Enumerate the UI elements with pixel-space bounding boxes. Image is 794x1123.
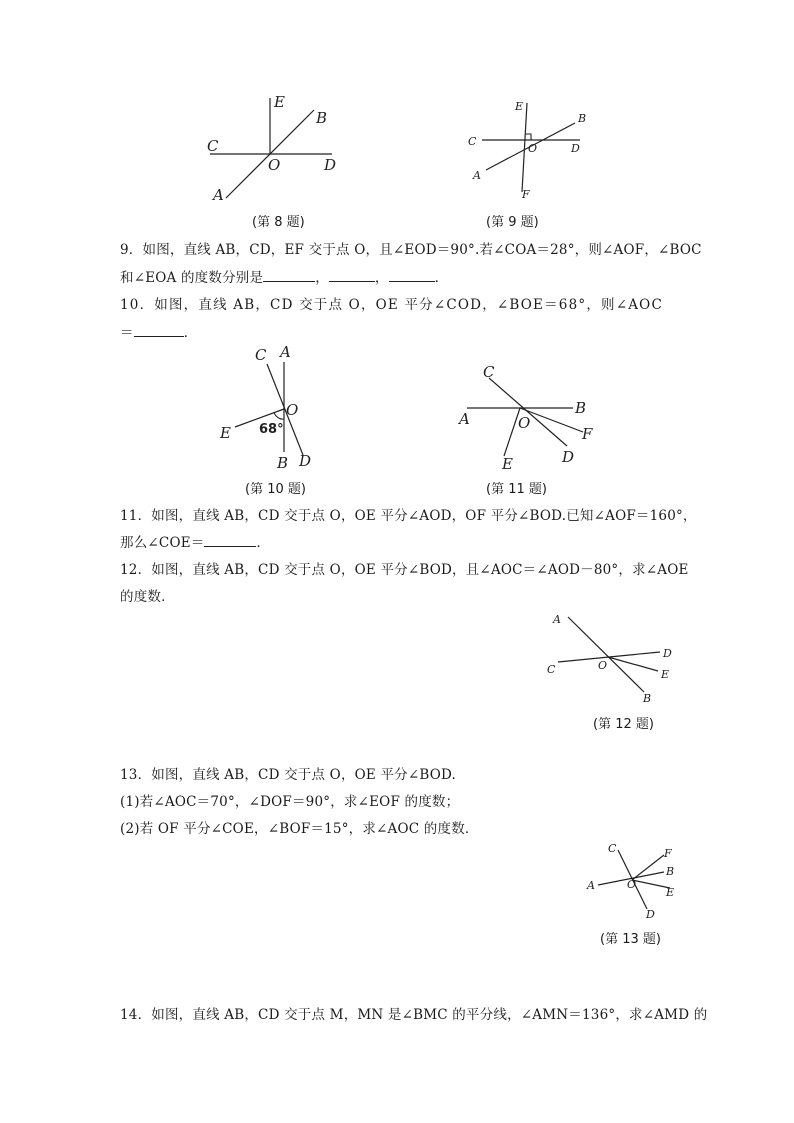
fig10-label-a: A: [280, 343, 291, 361]
fig11-label-a: A: [459, 410, 470, 428]
figure-8-caption: (第 8 题): [252, 215, 305, 230]
separator: ，: [315, 270, 329, 286]
figure-11-caption: (第 11 题): [486, 482, 547, 497]
fig11-label-o: O: [518, 414, 531, 432]
answer-blank-coe[interactable]: [204, 534, 256, 547]
period: ．: [256, 535, 271, 551]
problem-12-line-2: 的度数．: [120, 589, 175, 605]
problem-10-line-2: [120, 321, 197, 341]
fig11-label-c: C: [483, 363, 495, 381]
figure-13-diagram: [580, 838, 690, 923]
fig13-label-o: O: [627, 878, 637, 891]
fig13-label-a: A: [587, 879, 595, 892]
separator: ，: [374, 270, 389, 286]
fig9-label-a: A: [473, 169, 481, 182]
fig8-label-c: C: [207, 137, 219, 155]
problem-13-line-2: (1)若∠AOC＝70°，∠DOF＝90°，求∠EOF 的度数；: [120, 794, 460, 810]
angle-68-label: 68°: [259, 422, 284, 437]
fig8-label-b: B: [316, 109, 328, 127]
fig10-label-b: B: [277, 454, 289, 472]
fig12-label-e: E: [661, 668, 670, 681]
problem-14-line-1: 14．如图，直线 AB，CD 交于点 M，MN 是∠BMC 的平分线，∠AMN＝136°，求∠AMD 的: [120, 1007, 708, 1023]
answer-blank-boc[interactable]: [329, 269, 375, 282]
figure-12-caption: (第 12 题): [593, 717, 654, 732]
problem-10-prefix: ＝: [120, 325, 134, 341]
fig12-label-c: C: [547, 663, 556, 676]
fig8-label-o: O: [268, 156, 281, 174]
problem-13-line-1: 13．如图，直线 AB，CD 交于点 O，OE 平分∠BOD.: [120, 767, 457, 783]
fig11-label-e: E: [502, 455, 513, 473]
problem-12-line-1: 12．如图，直线 AB，CD 交于点 O，OE 平分∠BOD，且∠AOC＝∠AOD－80°，求∠AOE: [120, 562, 689, 578]
fig12-label-o: O: [598, 659, 608, 672]
fig8-label-d: D: [324, 156, 337, 174]
fig10-label-d: D: [299, 452, 312, 470]
fig8-label-a: A: [213, 186, 224, 204]
fig13-label-c: C: [608, 842, 617, 855]
figure-10-diagram: [215, 340, 325, 475]
figure-12-diagram: [540, 605, 685, 705]
figure-9-diagram: [460, 95, 600, 205]
figure-13: [580, 838, 690, 923]
problem-9-prefix: 和∠EOA 的度数分别是: [120, 270, 264, 286]
figure-11-diagram: [455, 360, 605, 475]
fig9-label-c: C: [468, 135, 477, 148]
answer-blank-aof[interactable]: [263, 269, 315, 282]
fig9-label-f: F: [522, 188, 530, 201]
fig12-label-b: B: [643, 692, 652, 705]
figure-8-diagram: [200, 90, 350, 210]
figure-9-caption: (第 9 题): [486, 215, 539, 230]
fig9-label-o: O: [528, 142, 538, 155]
fig13-label-f: F: [664, 847, 672, 860]
fig11-label-b: B: [575, 399, 587, 417]
fig8-label-e: E: [274, 93, 285, 111]
figure-13-caption: (第 13 题): [600, 932, 661, 947]
fig13-label-e: E: [666, 886, 675, 899]
fig13-label-d: D: [646, 908, 655, 921]
answer-blank-aoc[interactable]: [134, 324, 184, 337]
problem-9-line-1: 9．如图，直线 AB，CD，EF 交于点 O，且∠EOD＝90°.若∠COA＝28°，则∠AOF，∠BOC: [120, 242, 702, 258]
fig9-label-b: B: [578, 112, 587, 125]
fig10-label-o: O: [286, 401, 299, 419]
fig10-label-e: E: [220, 424, 231, 442]
fig13-label-b: B: [666, 865, 675, 878]
problem-10-line-1: 10．如图，直线 AB，CD 交于点 O，OE 平分∠COD，∠BOE＝68°，则∠AOC: [120, 297, 663, 313]
figure-10: [215, 340, 325, 475]
fig12-label-d: D: [663, 647, 672, 660]
fig9-label-d: D: [571, 142, 580, 155]
fig12-label-a: A: [553, 613, 561, 626]
figure-12: [540, 605, 685, 705]
figure-11: [455, 360, 605, 475]
period: ．: [434, 270, 449, 286]
problem-13-line-3: (2)若 OF 平分∠COE，∠BOF＝15°，求∠AOC 的度数．: [120, 821, 479, 837]
fig11-label-f: F: [582, 425, 593, 443]
period: ．: [183, 325, 198, 341]
figure-8: [200, 90, 350, 210]
problem-11-line-2: [120, 531, 270, 551]
answer-blank-eoa[interactable]: [389, 269, 435, 282]
fig11-label-d: D: [562, 448, 575, 466]
fig10-label-c: C: [255, 346, 267, 364]
figure-9: [460, 95, 600, 205]
fig9-label-e: E: [515, 100, 524, 113]
problem-11-prefix: 那么∠COE＝: [120, 535, 205, 551]
problem-11-line-1: 11．如图，直线 AB，CD 交于点 O，OE 平分∠AOD，OF 平分∠BOD.已知∠AOF＝160°，: [120, 508, 697, 524]
figure-10-caption: (第 10 题): [245, 482, 306, 497]
problem-9-line-2: [120, 266, 448, 286]
